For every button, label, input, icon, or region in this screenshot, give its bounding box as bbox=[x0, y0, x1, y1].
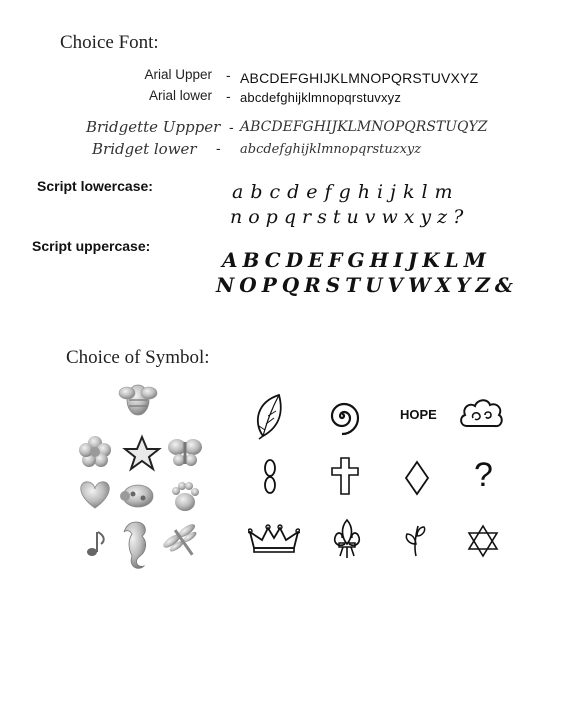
script-uppercase-line1: ABCDEFGHIJKLM bbox=[222, 248, 491, 272]
hope-text: HOPE bbox=[400, 407, 437, 422]
paw-charm bbox=[172, 482, 199, 511]
script-uppercase-line2: NOPQRSTUVWXYZ& bbox=[216, 273, 518, 297]
script-lowercase-line2: nopqrstuvwxyz? bbox=[230, 206, 470, 228]
bee-charm bbox=[119, 385, 157, 415]
flower-charm bbox=[79, 436, 111, 467]
bridget-lower-name: Bridget lower bbox=[92, 140, 197, 158]
fleur-de-lis-icon bbox=[330, 518, 364, 560]
choice-of-symbol-title: Choice of Symbol: bbox=[66, 347, 210, 368]
bridgette-upper-dash: - bbox=[229, 119, 234, 135]
sprig-icon bbox=[402, 522, 428, 558]
arial-lower-sample: abcdefghijklmnopqrstuvxyz bbox=[240, 90, 402, 105]
bridgette-upper-sample: ABCDEFGHIJKLMNOPQRSTUQYZ bbox=[240, 119, 488, 135]
arial-lower-name: Arial lower bbox=[148, 88, 212, 103]
bridget-lower-sample: abcdefghijklmnopqrstuzxyz bbox=[240, 142, 422, 157]
seahorse-charm bbox=[124, 522, 146, 568]
question-icon: ? bbox=[474, 456, 493, 494]
heart-charm bbox=[81, 482, 110, 508]
script-lowercase-label: Script lowercase: bbox=[37, 178, 153, 194]
script-uppercase-label: Script uppercase: bbox=[32, 238, 151, 254]
dragonfly-charm bbox=[160, 519, 208, 565]
butterfly-charm bbox=[168, 439, 202, 466]
charms-collage bbox=[70, 372, 220, 592]
crown-icon bbox=[248, 524, 300, 554]
star-charm bbox=[125, 437, 159, 469]
bridget-lower-dash: - bbox=[216, 140, 221, 156]
script-lowercase-line1: abcdefghijklm bbox=[232, 181, 460, 203]
music-note-charm bbox=[87, 532, 104, 556]
diamond-icon bbox=[404, 460, 430, 496]
bridgette-upper-name: Bridgette Uppper bbox=[86, 118, 221, 136]
cloud-icon bbox=[458, 396, 504, 432]
arial-lower-dash: - bbox=[226, 88, 231, 104]
arial-upper-sample: ABCDEFGHIJKLMNOPQRSTUVXYZ bbox=[240, 70, 479, 86]
spiral-icon bbox=[322, 396, 362, 436]
infinity-icon bbox=[262, 458, 278, 496]
star-of-david-icon bbox=[466, 524, 500, 558]
choice-font-title: Choice Font: bbox=[60, 32, 159, 53]
leaf-icon bbox=[253, 392, 287, 440]
cross-icon bbox=[330, 456, 360, 496]
ladybug-charm bbox=[120, 485, 153, 507]
arial-upper-name: Arial Upper bbox=[144, 67, 212, 82]
arial-upper-dash: - bbox=[226, 67, 231, 83]
